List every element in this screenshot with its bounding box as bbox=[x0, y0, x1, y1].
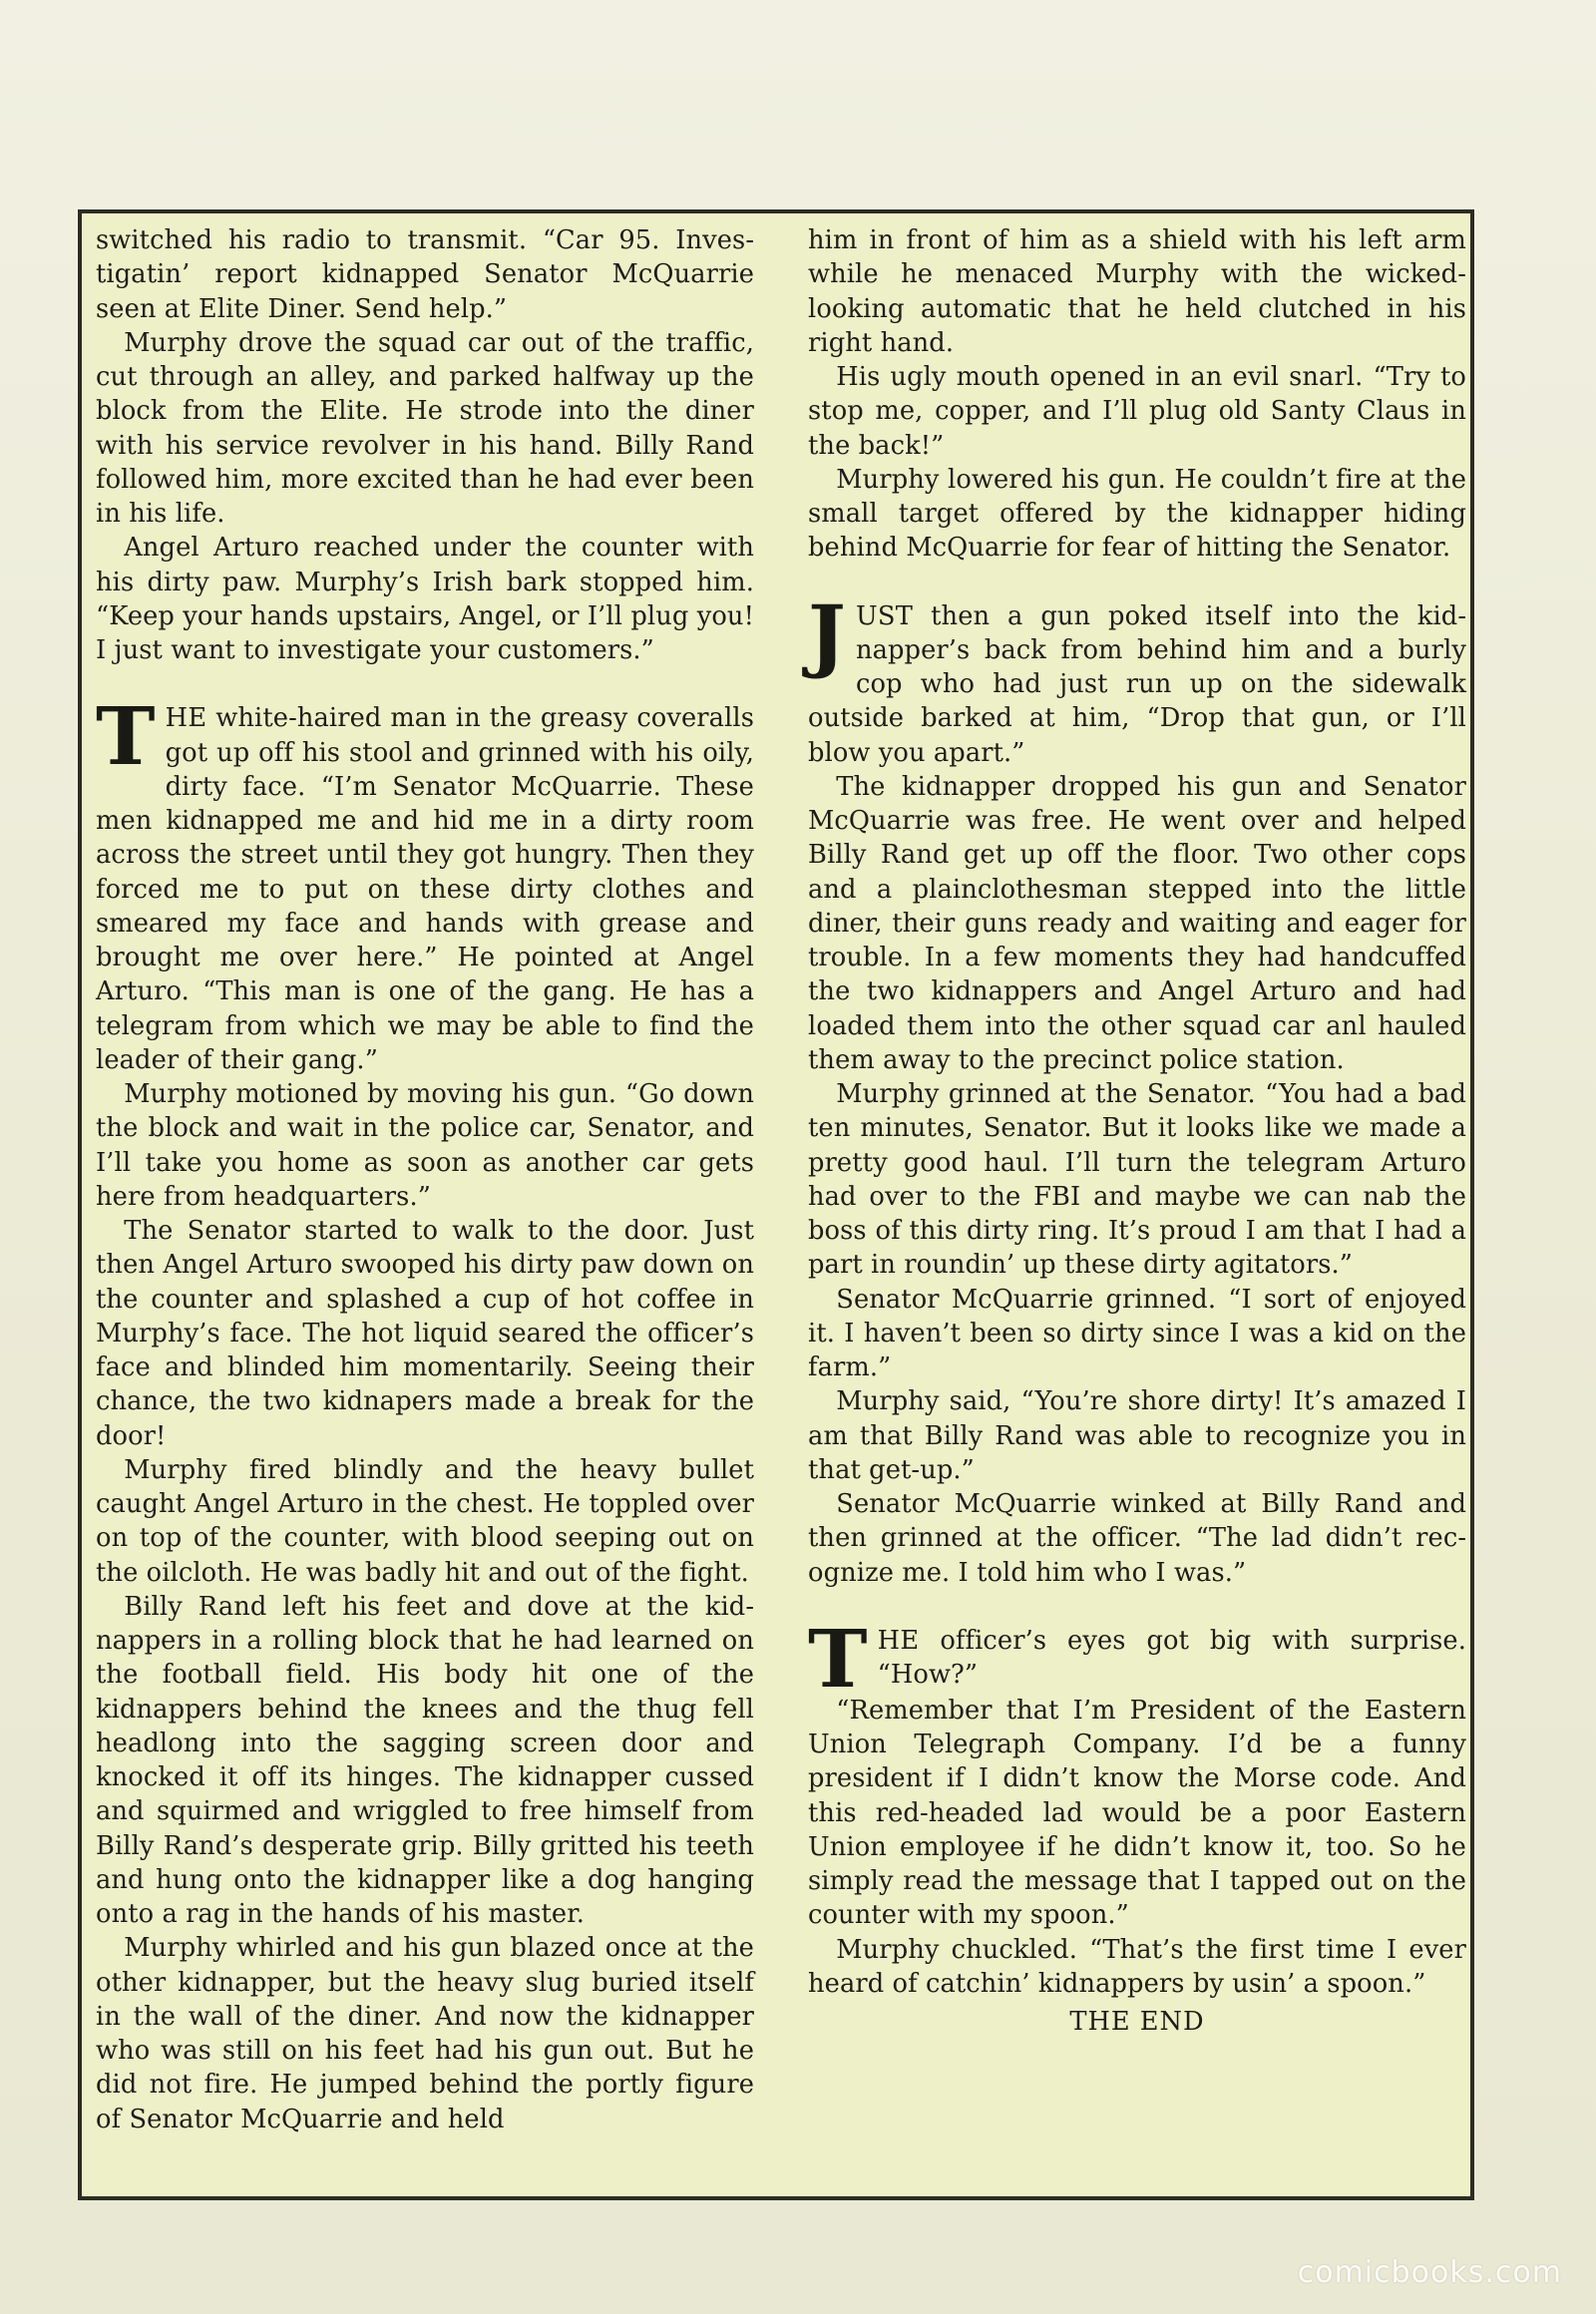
paragraph: Senator McQuarrie winked at Billy Rand and then grinned at the officer. “The lad didn’t recognize me. I told him who I was.” bbox=[808, 1489, 1466, 1588]
the-end-label: THE END bbox=[1069, 2007, 1205, 2037]
left-column bbox=[96, 223, 754, 2136]
paragraph: Murphy whirled and his gun blazed once at the other kidnapper, but the heavy slug buried itself in the wall of the diner. And now the kidnapper who was still on his feet had his gun out. But he did not fire. He jumped behind the portly figure of Senator McQuarrie and held bbox=[96, 1933, 754, 2134]
paragraph: Murphy fired blindly and the heavy bullet caught Angel Arturo in the chest. He toppled over on top of the counter, with blood seeping out on the oilcloth. He was badly hit and out of the fight. bbox=[96, 1454, 754, 1588]
right-column bbox=[808, 223, 1466, 2039]
paragraph: Murphy chuckled. “That’s the first time I ever heard of catchin’ kidnappers by usin’ a spoon.” bbox=[808, 1934, 1466, 1999]
paragraph: Murphy motioned by moving his gun. “Go down the block and wait in the police car, Senator, and I’ll take you home as soon as another car gets here from headquarters.” bbox=[96, 1079, 754, 1212]
dropcap-paragraph bbox=[96, 689, 754, 1077]
paragraph-text: white-haired man in the greasy coveralls got up off his stool and grinned with his oily, dirty face. “I’m Senator McQuarrie. These men kidnapped me and hid me in a dirty room across the street until they got hungry. Then they forced me to put on these dirty clothes and smeared my face and hands with grease and brought me over here.” He pointed at Angel Arturo. “This man is one of the gang. He has a telegram from which we may be able to find the leader of their gang.” bbox=[96, 703, 754, 1075]
paragraph: switched his radio to transmit. “Car 95. Investigatin’ report kidnapped Senator McQuarrie seen at Elite Diner. Send help.” bbox=[96, 225, 754, 324]
dropcap-paragraph bbox=[808, 586, 1466, 770]
paragraph: Billy Rand left his feet and dove at the kidnappers in a rolling block that he had learned on the football field. His body hit one of the kidnappers behind the knees and the thug fell headlong into the sagging screen door and knocked it off its hinges. The kidnapper cussed and squirmed and wriggled to free himself from Billy Rand’s desperate grip. Billy gritted his teeth and hung onto the kidnapper like a dog hanging onto a rag in the hands of his master. bbox=[96, 1591, 754, 1929]
lead-in-caps: HE bbox=[165, 703, 207, 734]
paragraph: The Senator started to walk to the door. Just then Angel Arturo swooped his dirty paw down on the counter and splashed a cup of hot coffee in Murphy’s face. The hot liquid seared the officer’s face and blinded him momentarily. Seeing their chance, the two kidnapers made a break for the door! bbox=[96, 1216, 754, 1451]
paragraph-text: then a gun poked itself into the kidnapper’s back from behind him and a burly cop who had just run up on the sidewalk outside barked at him, “Drop that gun, or I’ll blow you apart.” bbox=[808, 600, 1466, 768]
dropcap-paragraph bbox=[808, 1611, 1466, 1706]
lead-in-caps: HE bbox=[877, 1625, 920, 1656]
paragraph: Murphy lowered his gun. He couldn’t fire at the small target offered by the kidnapper hiding behind McQuarrie for fear of hitting the Senator. bbox=[808, 464, 1466, 564]
paragraph: Murphy said, “You’re shore dirty! It’s amazed I am that Billy Rand was able to recognize you in that get-up.” bbox=[808, 1386, 1466, 1485]
paragraph: His ugly mouth opened in an evil snarl. “Try to stop me, copper, and I’ll plug old Santy Claus in the back!” bbox=[808, 362, 1466, 461]
watermark: comicbooks.com bbox=[1297, 2255, 1562, 2290]
paragraph: The kidnapper dropped his gun and Senator McQuarrie was free. He went over and helped Billy Rand get up off the floor. Two other cops and a plainclothesman stepped into the little diner, their guns ready and waiting and eager for trouble. In a few moments they had handcuffed the two kidnappers and Angel Arturo and had loaded them into the other squad car anl hauled them away to the precinct police station. bbox=[808, 771, 1466, 1075]
paragraph: him in front of him as a shield with his left arm while he menaced Murphy with the wicked-looking automatic that he held clutched in his right hand. bbox=[808, 225, 1466, 358]
drop-cap-letter: T bbox=[808, 1611, 868, 1706]
paragraph-text: officer’s eyes got big with surprise. “How?” bbox=[877, 1625, 1466, 1690]
lead-in-caps: UST bbox=[855, 600, 914, 631]
paragraph: Angel Arturo reached under the counter with his dirty paw. Murphy’s Irish bark stopped him. “Keep your hands upstairs, Angel, or I’ll plug you! I just want to investigate your customers.” bbox=[96, 533, 754, 665]
drop-cap-letter: J bbox=[808, 586, 846, 681]
paragraph: “Remember that I’m President of the Eastern Union Telegraph Company. I’d be a funny president if I didn’t know the Morse code. And this red-headed lad would be a poor Eastern Union employee if he didn’t know it, too. So he simply read the message that I tapped out on the counter with my spoon.” bbox=[808, 1695, 1466, 1931]
paragraph: Senator McQuarrie grinned. “I sort of enjoyed it. I haven’t been so dirty since I was a kid on the farm.” bbox=[808, 1284, 1466, 1382]
paragraph: Murphy grinned at the Senator. “You had a bad ten minutes, Senator. But it looks like we made a pretty good haul. I’ll turn the telegram Arturo had over to the FBI and maybe we can nab the boss of this dirty ring. It’s proud I am that I had a part in roundin’ up these dirty agitators.” bbox=[808, 1079, 1466, 1281]
drop-cap-letter: T bbox=[96, 689, 156, 784]
paragraph: Murphy drove the squad car out of the traffic, cut through an alley, and parked halfway up the block from the Elite. He strode into the diner with his service revolver in his hand. Billy Rand followed him, more excited than he had ever been in his life. bbox=[96, 327, 754, 529]
story-panel bbox=[78, 209, 1474, 2200]
